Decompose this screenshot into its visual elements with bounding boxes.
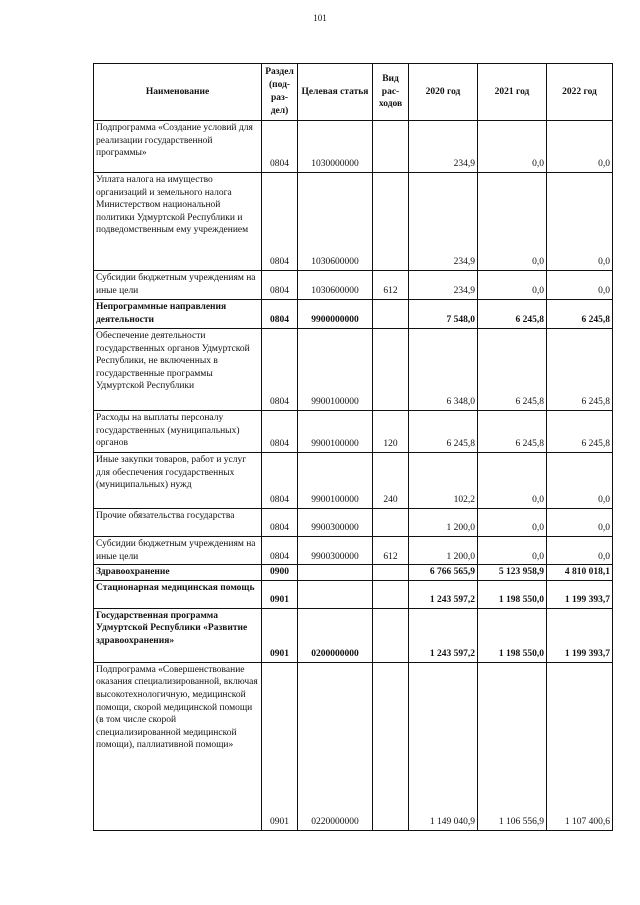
row-target-code: 1030000000 (298, 121, 373, 173)
row-section-code: 0804 (262, 300, 298, 329)
row-amount-2020: 7 548,0 (409, 300, 478, 329)
table-row (94, 411, 613, 453)
table-row (94, 271, 613, 300)
row-expense-type (373, 300, 409, 329)
row-section-code: 0901 (262, 608, 298, 662)
row-target-code: 9900100000 (298, 411, 373, 453)
row-section-code: 0804 (262, 271, 298, 300)
row-amount-2020: 234,9 (409, 121, 478, 173)
row-amount-2022: 0,0 (547, 173, 613, 271)
table-row (94, 565, 613, 581)
page-number: 101 (313, 13, 327, 23)
row-amount-2021: 1 106 556,9 (478, 662, 547, 830)
table-row (94, 608, 613, 662)
row-name: Стационарная медицинская помощь (94, 580, 262, 608)
row-section-code: 0804 (262, 509, 298, 537)
table-row (94, 121, 613, 173)
table-row (94, 537, 613, 565)
header-name: Наименование (94, 64, 262, 121)
row-amount-2022: 0,0 (547, 537, 613, 565)
row-amount-2020: 102,2 (409, 453, 478, 509)
row-expense-type: 612 (373, 271, 409, 300)
row-amount-2020: 6 348,0 (409, 329, 478, 411)
row-amount-2020: 6 245,8 (409, 411, 478, 453)
table-row (94, 173, 613, 271)
table-header-row (94, 64, 613, 121)
row-name: Непрограммные направления деятельности (94, 300, 262, 329)
row-expense-type (373, 565, 409, 581)
row-amount-2020: 6 766 565,9 (409, 565, 478, 581)
row-name: Уплата налога на имущество организаций и земельного налога Министерством национальной политики Удмуртской Республики и подведомственным ему учреждением (94, 173, 262, 271)
row-amount-2022: 0,0 (547, 121, 613, 173)
table-row (94, 300, 613, 329)
row-amount-2021: 6 245,8 (478, 411, 547, 453)
row-target-code: 9900000000 (298, 300, 373, 329)
row-name: Подпрограмма «Создание условий для реализации государственной программы» (94, 121, 262, 173)
row-amount-2020: 1 243 597,2 (409, 608, 478, 662)
row-amount-2022: 6 245,8 (547, 411, 613, 453)
row-amount-2022: 4 810 018,1 (547, 565, 613, 581)
row-amount-2020: 1 200,0 (409, 537, 478, 565)
header-target: Целевая статья (298, 64, 373, 121)
header-expense-type: Вид рас-ходов (373, 64, 409, 121)
row-amount-2021: 0,0 (478, 271, 547, 300)
row-expense-type (373, 509, 409, 537)
row-target-code: 9900100000 (298, 329, 373, 411)
row-name: Расходы на выплаты персоналу государственных (муниципальных) органов (94, 411, 262, 453)
row-amount-2021: 5 123 958,9 (478, 565, 547, 581)
row-amount-2021: 0,0 (478, 509, 547, 537)
row-name: Здравоохранение (94, 565, 262, 581)
row-amount-2020: 234,9 (409, 173, 478, 271)
row-amount-2022: 6 245,8 (547, 329, 613, 411)
row-expense-type (373, 329, 409, 411)
header-section: Раздел (под-раз-дел) (262, 64, 298, 121)
row-amount-2021: 0,0 (478, 121, 547, 173)
row-expense-type: 120 (373, 411, 409, 453)
row-section-code: 0804 (262, 411, 298, 453)
budget-table (93, 63, 613, 831)
row-amount-2022: 1 107 400,6 (547, 662, 613, 830)
row-amount-2020: 1 200,0 (409, 509, 478, 537)
table-row (94, 509, 613, 537)
row-amount-2021: 0,0 (478, 537, 547, 565)
row-name: Иные закупки товаров, работ и услуг для обеспечения государственных (муниципальных) нужд (94, 453, 262, 509)
row-amount-2021: 6 245,8 (478, 329, 547, 411)
row-amount-2020: 1 243 597,2 (409, 580, 478, 608)
row-name: Подпрограмма «Совершенствование оказания специализированной, включая высокотехнологичную, медицинской помощи, скорой медицинской помощи (в том числе скорой специализированной медицинской помощи), паллиативной помощи» (94, 662, 262, 830)
header-2022: 2022 год (547, 64, 613, 121)
row-section-code: 0900 (262, 565, 298, 581)
row-target-code: 1030600000 (298, 173, 373, 271)
row-amount-2021: 1 198 550,0 (478, 580, 547, 608)
row-name: Прочие обязательства государства (94, 509, 262, 537)
table-row (94, 453, 613, 509)
row-expense-type (373, 608, 409, 662)
row-section-code: 0804 (262, 173, 298, 271)
row-amount-2022: 6 245,8 (547, 300, 613, 329)
table-row (94, 329, 613, 411)
table-row (94, 662, 613, 830)
row-amount-2022: 0,0 (547, 509, 613, 537)
row-name: Субсидии бюджетным учреждениям на иные цели (94, 537, 262, 565)
row-name: Государственная программа Удмуртской Республики «Развитие здравоохранения» (94, 608, 262, 662)
row-amount-2021: 0,0 (478, 453, 547, 509)
row-amount-2021: 6 245,8 (478, 300, 547, 329)
row-target-code: 0220000000 (298, 662, 373, 830)
row-section-code: 0804 (262, 121, 298, 173)
row-section-code: 0804 (262, 453, 298, 509)
row-amount-2022: 0,0 (547, 453, 613, 509)
row-expense-type (373, 662, 409, 830)
row-target-code: 0200000000 (298, 608, 373, 662)
row-target-code: 9900100000 (298, 453, 373, 509)
row-name: Субсидии бюджетным учреждениям на иные цели (94, 271, 262, 300)
row-amount-2022: 1 199 393,7 (547, 580, 613, 608)
row-expense-type (373, 173, 409, 271)
row-expense-type: 240 (373, 453, 409, 509)
header-2020: 2020 год (409, 64, 478, 121)
row-section-code: 0901 (262, 662, 298, 830)
row-target-code (298, 580, 373, 608)
row-name: Обеспечение деятельности государственных органов Удмуртской Республики, не включенных в государственные программы Удмуртской Республики (94, 329, 262, 411)
header-2021: 2021 год (478, 64, 547, 121)
row-amount-2020: 1 149 040,9 (409, 662, 478, 830)
row-expense-type (373, 580, 409, 608)
row-amount-2021: 0,0 (478, 173, 547, 271)
row-amount-2020: 234,9 (409, 271, 478, 300)
row-amount-2022: 0,0 (547, 271, 613, 300)
row-amount-2021: 1 198 550,0 (478, 608, 547, 662)
row-target-code: 9900300000 (298, 537, 373, 565)
table-row (94, 580, 613, 608)
table-body (94, 121, 613, 831)
row-target-code: 9900300000 (298, 509, 373, 537)
row-section-code: 0804 (262, 537, 298, 565)
row-amount-2022: 1 199 393,7 (547, 608, 613, 662)
row-expense-type: 612 (373, 537, 409, 565)
row-expense-type (373, 121, 409, 173)
row-section-code: 0901 (262, 580, 298, 608)
row-section-code: 0804 (262, 329, 298, 411)
row-target-code: 1030600000 (298, 271, 373, 300)
row-target-code (298, 565, 373, 581)
